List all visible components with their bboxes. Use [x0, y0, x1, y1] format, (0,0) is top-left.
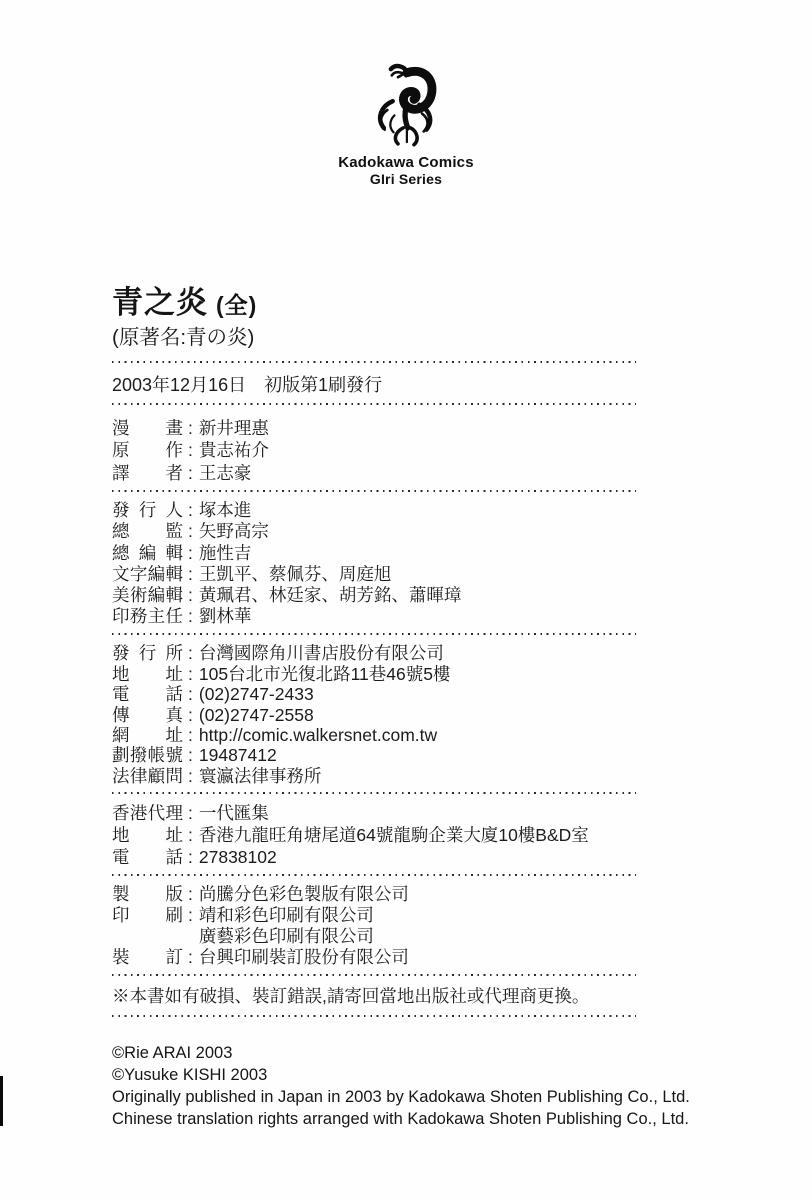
row-label: 製版 — [112, 884, 183, 905]
row-value: 香港九龍旺角塘尾道64號龍駒企業大廈10樓B&D室 — [198, 825, 589, 846]
book-title-main: 青之炎 — [112, 285, 208, 320]
damage-notice: ※本書如有破損、裝訂錯誤,請寄回當地出版社或代理商更換。 — [112, 986, 590, 1007]
row-value: 台興印刷裝訂股份有限公司 — [198, 947, 409, 968]
publisher-row — [112, 684, 740, 704]
publisher-row — [112, 745, 740, 765]
scan-artifact — [0, 1076, 3, 1126]
row-value: 矢野高宗 — [198, 521, 269, 542]
copyright-block — [112, 1042, 740, 1130]
row-colon: : — [188, 440, 193, 461]
colophon-content — [112, 278, 740, 1130]
row-colon: : — [188, 563, 193, 584]
row-colon: : — [188, 704, 193, 725]
row-label: 地址 — [112, 825, 183, 846]
row-colon: : — [188, 643, 193, 664]
section-printing — [112, 884, 740, 968]
row-label: 發行人 — [112, 500, 183, 521]
row-colon: : — [188, 684, 193, 705]
row-label: 地址 — [112, 663, 183, 684]
row-label: 印務主任 — [112, 606, 183, 627]
row-value: 19487412 — [198, 745, 277, 766]
row-colon: : — [188, 905, 193, 926]
row-colon: : — [188, 884, 193, 905]
printing-row — [112, 905, 740, 926]
book-title — [112, 286, 740, 322]
row-colon: : — [188, 803, 193, 824]
agent-row — [112, 846, 740, 868]
staff-row — [112, 585, 740, 606]
section-staff — [112, 500, 740, 627]
agent-row — [112, 824, 740, 846]
row-label: 傳真 — [112, 704, 183, 725]
row-value: 劉林華 — [198, 606, 252, 627]
edition-date: 2003年12月16日 初版第1刷發行 — [112, 375, 383, 395]
row-colon: : — [188, 765, 193, 786]
dotted-divider — [112, 791, 636, 795]
row-colon: : — [188, 745, 193, 766]
section-publisher — [112, 643, 740, 786]
row-label: 電話 — [112, 847, 183, 868]
row-colon: : — [188, 462, 193, 483]
dotted-divider — [112, 402, 636, 406]
row-value: (02)2747-2558 — [198, 704, 314, 725]
credit-row — [112, 439, 740, 461]
copyright-line: ©Rie ARAI 2003 — [112, 1044, 233, 1063]
row-value: 廣藝彩色印刷有限公司 — [198, 926, 374, 947]
row-colon: : — [188, 725, 193, 746]
row-label: 美術編輯 — [112, 585, 183, 606]
row-colon: : — [188, 663, 193, 684]
row-value: 塚本進 — [198, 500, 252, 521]
publisher-row — [112, 725, 740, 745]
row-value: 施性吉 — [198, 542, 252, 563]
row-value: 一代匯集 — [198, 803, 269, 824]
row-label: 網址 — [112, 725, 183, 746]
staff-row — [112, 543, 740, 564]
logo-series-name: Kadokawa Comics — [338, 154, 474, 171]
agent-row — [112, 802, 740, 824]
publisher-row — [112, 643, 740, 663]
dotted-divider — [112, 360, 636, 364]
row-label: 漫畫 — [112, 418, 183, 438]
row-colon: : — [188, 825, 193, 846]
credit-row — [112, 417, 740, 439]
row-value: (02)2747-2433 — [198, 684, 314, 705]
row-value: 王凱平、蔡佩芬、周庭旭 — [198, 563, 392, 584]
credit-row — [112, 462, 740, 484]
printing-row-continuation — [112, 926, 740, 947]
row-label: 劃撥帳號 — [112, 745, 183, 766]
section-hongkong-agent — [112, 802, 740, 868]
printing-row — [112, 884, 740, 905]
row-label: 總監 — [112, 521, 183, 542]
section-credits — [112, 417, 740, 484]
row-value: 台灣國際角川書店股份有限公司 — [198, 643, 444, 664]
row-value: 貴志祐介 — [198, 440, 269, 461]
row-colon: : — [188, 947, 193, 968]
copyright-line: Chinese translation rights arranged with Kadokawa Shoten Publishing Co., Ltd. — [112, 1110, 689, 1129]
dotted-divider — [112, 1014, 636, 1018]
row-colon: : — [188, 847, 193, 868]
row-label: 裝訂 — [112, 947, 183, 968]
row-value: 新井理惠 — [198, 418, 269, 438]
row-label: 印刷 — [112, 905, 183, 926]
publisher-row — [112, 664, 740, 684]
row-colon: : — [188, 500, 193, 521]
row-label: 發行所 — [112, 643, 183, 664]
row-value: 27838102 — [198, 847, 277, 868]
dotted-divider — [112, 489, 636, 493]
row-label: 文字編輯 — [112, 563, 183, 584]
row-colon: : — [188, 521, 193, 542]
row-value: 105台北市光復北路11巷46號5樓 — [198, 663, 451, 684]
row-label: 法律顧問 — [112, 765, 183, 786]
row-value: 尚騰分色彩色製版有限公司 — [198, 884, 409, 905]
row-colon: : — [188, 585, 193, 606]
row-value: 靖和彩色印刷有限公司 — [198, 905, 374, 926]
staff-row — [112, 564, 740, 585]
staff-row — [112, 521, 740, 542]
publisher-row — [112, 766, 740, 786]
phoenix-icon — [366, 62, 446, 151]
row-value: 王志豪 — [198, 462, 252, 483]
dotted-divider — [112, 973, 636, 977]
row-colon: : — [188, 542, 193, 563]
row-colon: : — [188, 606, 193, 627]
row-colon: : — [188, 418, 193, 438]
book-title-volume: (全) — [216, 292, 258, 318]
copyright-line: ©Yusuke KISHI 2003 — [112, 1066, 268, 1085]
kadokawa-logo — [0, 62, 812, 187]
row-value: 寰瀛法律事務所 — [198, 765, 322, 786]
dotted-divider — [112, 873, 636, 877]
printing-row — [112, 947, 740, 968]
row-label: 總編輯 — [112, 542, 183, 563]
logo-series-sub: GIri Series — [369, 171, 443, 187]
dotted-divider — [112, 632, 636, 636]
row-label: 譯者 — [112, 462, 183, 483]
row-label: 原作 — [112, 440, 183, 461]
staff-row — [112, 606, 740, 627]
copyright-line: Originally published in Japan in 2003 by Kadokawa Shoten Publishing Co., Ltd. — [112, 1088, 690, 1107]
original-title: (原著名:青の炎) — [112, 326, 255, 349]
row-value: 黃珮君、林廷家、胡芳銘、蕭暉璋 — [198, 585, 462, 606]
staff-row — [112, 500, 740, 521]
publisher-url: http://comic.walkersnet.com.tw — [198, 725, 438, 746]
row-label: 香港代理 — [112, 803, 183, 824]
publisher-row — [112, 705, 740, 725]
row-label: 電話 — [112, 684, 183, 705]
